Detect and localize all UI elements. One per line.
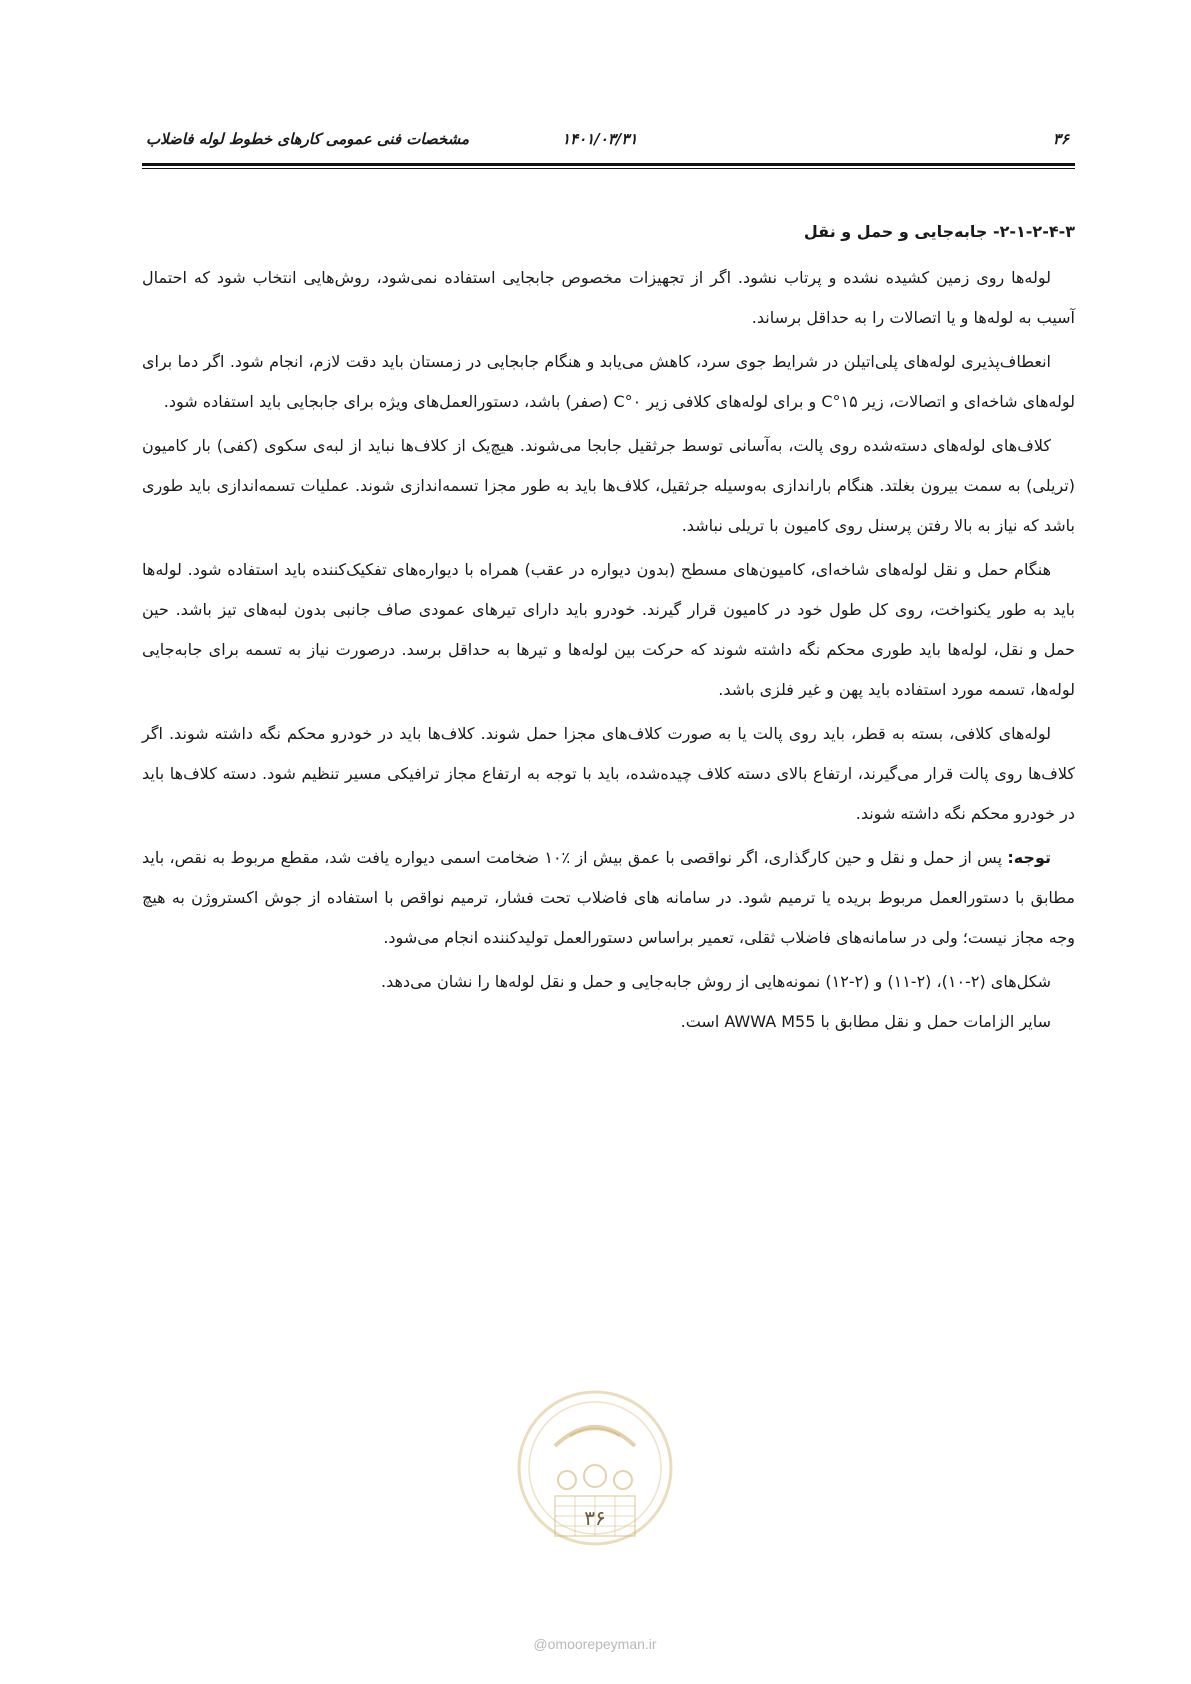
note-text: پس از حمل و نقل و حین کارگذاری، اگر نواقصی با عمق بیش از ٪۱۰ ضخامت اسمی دیواره یافت شد، مقطع مربوط به نقص، باید مطابق با دستورالعمل مربوط بریده یا ترمیم شود. در سامانه های فاضلاب تحت فشار، ترمیم نواقص با استفاده از جوش اکستروژن به هیچ وجه مجاز نیست؛ ولی در سامانه‌های فاضلاب ثقلی، تعمیر براساس دستورالعمل تولیدکننده انجام می‌شود. — [142, 848, 1075, 947]
header-divider — [142, 163, 1075, 166]
paragraph-handling-general: لوله‌ها روی زمین کشیده نشده و پرتاب نشود. اگر از تجهیزات مخصوص جابجایی استفاده نمی‌شود، روش‌هایی انتخاب شود که احتمال آسیب به لوله‌ها و یا اتصالات را به حداقل برساند. — [142, 268, 1075, 327]
publisher-seal-logo — [515, 1388, 675, 1548]
page-header — [142, 122, 1075, 158]
closing-standard-reference: سایر الزامات حمل و نقل مطابق با AWWA M55 است. — [680, 1012, 1051, 1031]
header-page-number: ۳۶ — [1052, 130, 1069, 148]
paragraph-coiled-pipes: لوله‌های کلافی، بسته به قطر، باید روی پالت یا به صورت کلاف‌های مجزا حمل شوند. کلاف‌ها باید در خودرو محکم نگه داشته شوند. اگر کلاف‌ها روی پالت قرار می‌گیرند، ارتفاع بالای دسته کلاف چیده‌شده، باید با توجه به ارتفاع مجاز ترافیکی مسیر تنظیم شود. دسته کلاف‌ها باید در خودرو محکم نگه داشته شوند. — [142, 724, 1075, 823]
header-document-title: مشخصات فنی عمومی کارهای خطوط لوله فاضلاب — [146, 130, 470, 148]
note-paragraph — [142, 838, 1075, 958]
website-watermark: @omoorepeyman.ir — [533, 1636, 657, 1652]
header-divider-thin — [142, 168, 1075, 169]
closing-figures-reference: شکل‌های (۲-۱۰)، (۲-۱۱) و (۲-۱۲) نمونه‌هایی از روش جابه‌جایی و حمل و نقل لوله‌ها را نشان می‌دهد. — [381, 972, 1051, 991]
paragraph-coils-pallet: کلاف‌های لوله‌های دسته‌شده روی پالت، به‌آسانی توسط جرثقیل جابجا می‌شوند. هیچ‌یک از کلاف‌ها نباید از لبه‌ی سکوی (کفی) بار کامیون (تریلی) به سمت بیرون بغلتد. هنگام باراندازی به‌وسیله جرثقیل، کلاف‌ها باید به طور مجزا تسمه‌اندازی شوند. عملیات تسمه‌اندازی باید طوری باشد که نیاز به بالا رفتن پرسنل روی کامیون با تریلی نباشد. — [142, 436, 1075, 535]
header-date: ۱۴۰۱/۰۳/۳۱ — [562, 130, 638, 148]
document-body — [142, 212, 1075, 1042]
section-heading: ۲-۱-۲-۴-۳- جابه‌جایی و حمل و نقل — [803, 222, 1075, 241]
note-label: توجه: — [1007, 848, 1051, 867]
paragraph-cold-weather: انعطاف‌پذیری لوله‌های پلی‌اتیلن در شرایط جوی سرد، کاهش می‌یابد و هنگام جابجایی در زمستان باید دقت لازم، انجام شود. اگر دما برای لوله‌های شاخه‌ای و اتصالات، زیر ۱۵°C و برای لوله‌های کلافی زیر ۰°C (صفر) باشد، دستورالعمل‌های ویژه برای جابجایی باید استفاده شود. — [142, 352, 1075, 411]
paragraph-straight-pipes-transport: هنگام حمل و نقل لوله‌های شاخه‌ای، کامیون‌های مسطح (بدون دیواره در عقب) همراه با دیواره‌های تفکیک‌کننده باید استفاده شود. لوله‌ها باید به طور یکنواخت، روی کل طول خود در کامیون قرار گیرند. خودرو باید دارای تیرهای عمودی صاف جانبی بدون لبه‌های تیز باشد. حین حمل و نقل، لوله‌ها باید طوری محکم نگه داشته شوند که حرکت بین لوله‌ها و تیرها به حداقل برسد. درصورت نیاز به تسمه برای جابه‌جایی لوله‌ها، تسمه مورد استفاده باید پهن و غیر فلزی باشد. — [142, 560, 1075, 699]
footer-page-number: ۳۶ — [584, 1506, 606, 1530]
